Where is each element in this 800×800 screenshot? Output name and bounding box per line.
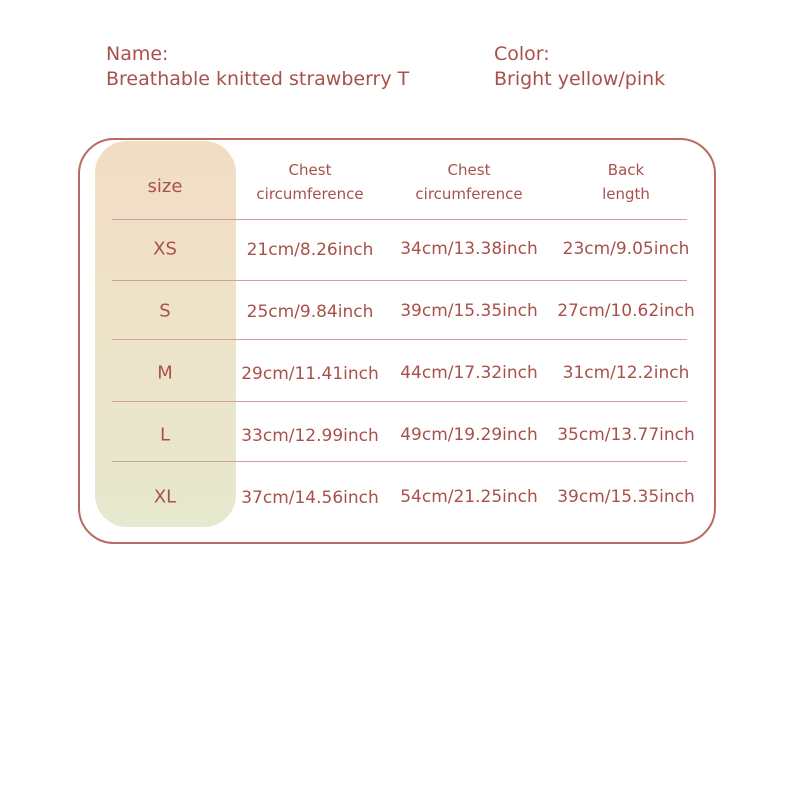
value-cell: 39cm/15.35inch xyxy=(557,487,695,507)
size-cell: S xyxy=(159,300,171,322)
value-cell: 44cm/17.32inch xyxy=(400,363,538,383)
value-cell: 29cm/11.41inch xyxy=(241,364,379,384)
name-label: Name: xyxy=(106,43,169,65)
value-cell: 37cm/14.56inch xyxy=(241,488,379,508)
value-cell: 39cm/15.35inch xyxy=(400,301,538,321)
product-color-block xyxy=(494,42,665,92)
size-cell: XL xyxy=(153,486,177,508)
value-cell: 25cm/9.84inch xyxy=(246,302,374,322)
value-cell: 21cm/8.26inch xyxy=(246,240,374,260)
color-value: Bright yellow/pink xyxy=(494,68,666,90)
size-cell: XS xyxy=(153,238,177,260)
value-cell: 31cm/12.2inch xyxy=(562,363,690,383)
header-size: size xyxy=(147,176,183,197)
name-value: Breathable knitted strawberry T xyxy=(106,68,410,90)
value-cell: 23cm/9.05inch xyxy=(562,239,690,259)
product-name-block xyxy=(106,42,409,92)
size-cell: M xyxy=(157,362,173,384)
size-cell: L xyxy=(159,424,171,446)
header-back-length: Back length xyxy=(602,161,650,203)
header-chest-2: Chest circumference xyxy=(415,161,523,203)
row-divider xyxy=(112,219,687,220)
value-cell: 27cm/10.62inch xyxy=(557,301,695,321)
value-cell: 54cm/21.25inch xyxy=(400,487,538,507)
row-divider xyxy=(112,280,687,281)
color-label: Color: xyxy=(494,43,550,65)
row-divider xyxy=(112,461,687,462)
header-chest-1: Chest circumference xyxy=(256,161,364,203)
value-cell: 35cm/13.77inch xyxy=(557,425,695,445)
value-cell: 34cm/13.38inch xyxy=(400,239,538,259)
value-cell: 33cm/12.99inch xyxy=(241,426,379,446)
row-divider xyxy=(112,339,687,340)
value-cell: 49cm/19.29inch xyxy=(400,425,538,445)
row-divider xyxy=(112,401,687,402)
